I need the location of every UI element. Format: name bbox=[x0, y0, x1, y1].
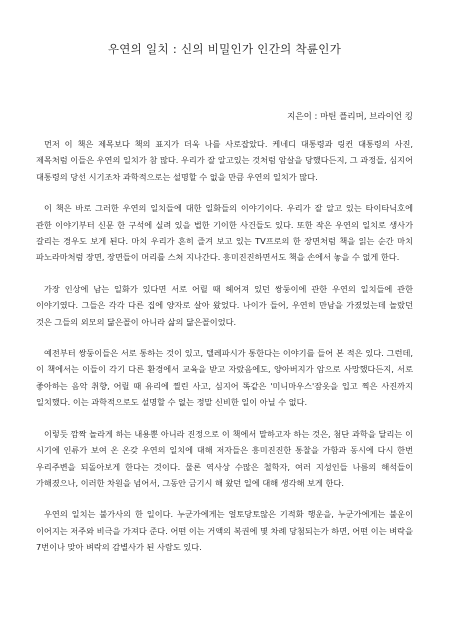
author-line: 지은이 : 마틴 플리머, 브라이언 킹 bbox=[287, 112, 413, 122]
paragraph: 예전부터 쌍둥이들은 서로 통하는 것이 있고, 텔레파시가 통한다는 이야기를 들어 본 적은 있다. 그런데, 이 책에서는 이들이 각기 다른 환경에서 교육을 받고 자랐음에도, 양아버지가 암으로 사망했다든지, 서로 좋아하는 음악 취향, 어릴 때 유리에 찔린 사고, 심지어 똑같은 '미니마우스'잠옷을 입고 찍은 사진까지 일치했다. 이는 과학적으로도 설명할 수 없는 정말 신비한 일이 아닐 수 없다. bbox=[36, 348, 413, 408]
paragraph: 이 책은 바로 그러한 우연의 일치들에 대한 일화들의 이야기이다. 우리가 잘 알고 있는 타이타닉호에 관한 이야기부터 신문 한 구석에 실려 있을 법한 기이한 사건들도 있다. 또한 작은 우연의 일치로 생사가 갈리는 경우도 보게 된다. 마치 우리가 흔히 즐겨 보고 있는 TV프로의 한 장면처럼 책을 읽는 순간 마치 파노라마처럼 장면, 장면들이 머리를 스쳐 지나간다. 흥미진진하면서도 책을 손에서 놓을 수 없게 한다. bbox=[36, 203, 413, 263]
document-title: 우연의 일치 : 신의 비밀인가 인간의 착륜인가 bbox=[107, 42, 342, 56]
paragraph: 먼저 이 책은 제목보다 책의 표지가 더욱 나를 사로잡았다. 케네디 대통령과 링컨 대통령의 사진, 제목처럼 이들은 우연의 일치가 참 많다. 우리가 잘 알고있는 것처럼 암살을 당했다든지, 그 과정들, 심지어 대통령의 당선 시기조차 과학적으로는 설명할 수 없을 만큼 우연의 일치가 많다. bbox=[36, 139, 413, 182]
paragraph: 가장 인상에 남는 일화가 있다면 서로 어릴 때 헤어져 있던 쌍둥이에 관한 우연의 일치들에 관한 이야기였다. 그들은 각각 다른 집에 양자로 살아 왔었다. 나이가 들어, 우연히 만남을 가졌었는데 놀랐던 것은 그들의 외모의 닮은꼴이 아니라 삶의 닮은꼴이었다. bbox=[36, 283, 413, 327]
document-body bbox=[36, 136, 413, 556]
paragraph: 이렇듯 깜짝 놀라게 하는 내용뿐 아니라 진정으로 이 책에서 말하고자 하는 것은, 첨단 과학을 달리는 이 시기에 인류가 보여 온 온갖 우연의 일치에 대해 저자들은 흥미진진한 통찰을 가함과 동시에 다시 한번 우리주변을 되돌아보게 한다는 것이다. 물론 역사상 수많은 철학자, 여러 지성인들 나름의 해석들이 가해졌으나, 이러한 차원을 넘어서, 그동안 금기시 해 왔던 일에 대해 생각해 보게 한다. bbox=[36, 428, 413, 488]
paragraph: 우연의 일치는 불가사의 한 일이다. 누군가에게는 얼토당토않은 기적화 행운을, 누군가에게는 불운이 이어지는 저주와 비극을 가져다 준다. 어떤 이는 거액의 복권에 몇 차례 당첨되는가 하면, 어떤 이는 벼락을 7번이나 맞아 벼락의 감별사가 된 사람도 있다. bbox=[36, 509, 413, 553]
